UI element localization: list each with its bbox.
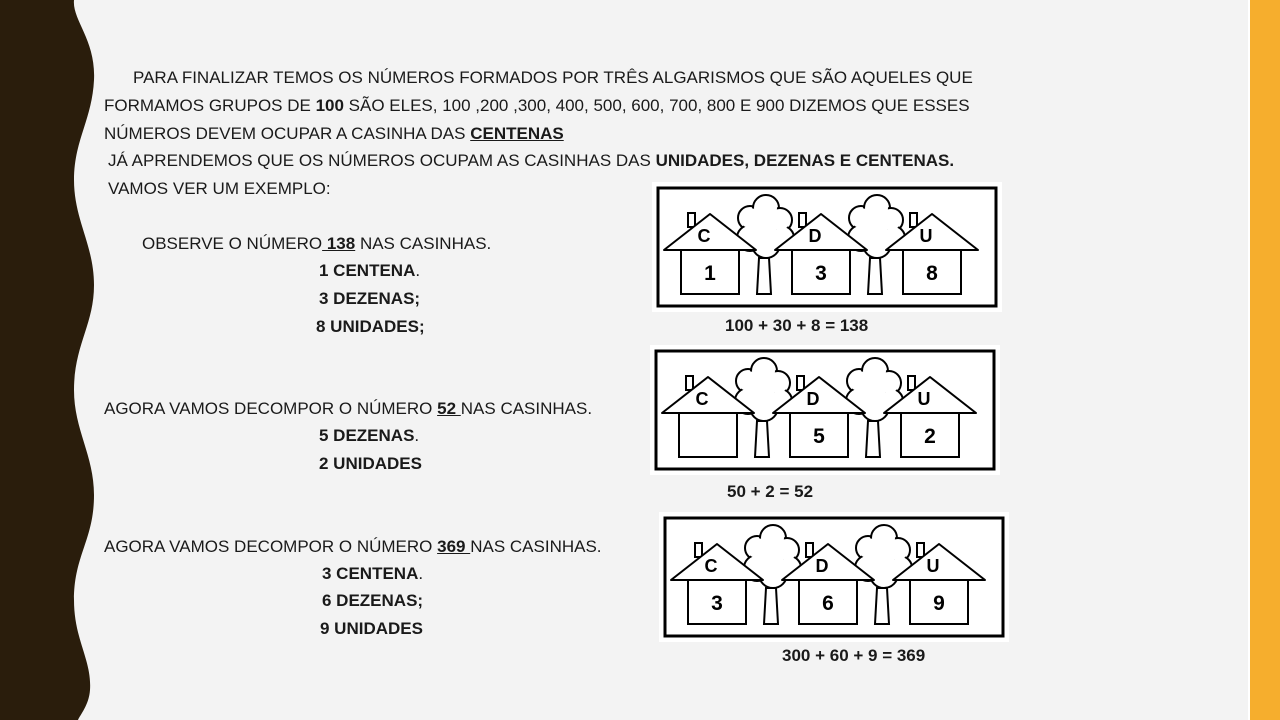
example-2-prompt: AGORA VAMOS DECOMPOR O NÚMERO 52 NAS CASINHAS. bbox=[104, 399, 593, 418]
house-digit: 1 bbox=[704, 262, 716, 285]
house-letter: U bbox=[926, 556, 940, 576]
chimney-icon bbox=[797, 376, 804, 390]
accent-right-bar bbox=[1250, 0, 1280, 720]
intro-line-1: PARA FINALIZAR TEMOS OS NÚMEROS FORMADOS POR TRÊS ALGARISMOS QUE SÃO AQUELES QUE bbox=[133, 68, 973, 87]
chimney-icon bbox=[688, 213, 695, 227]
house-digit: 2 bbox=[924, 425, 936, 448]
example-1-unidades: 8 UNIDADES; bbox=[316, 317, 425, 336]
example-1-centena: 1 CENTENA. bbox=[319, 261, 421, 280]
example-1-sum: 100 + 30 + 8 = 138 bbox=[725, 316, 869, 335]
example-1-prompt: OBSERVE O NÚMERO 138 NAS CASINHAS. bbox=[142, 234, 492, 253]
chimney-icon bbox=[695, 543, 702, 557]
example-2-unidades: 2 UNIDADES bbox=[319, 454, 422, 473]
example-3-centena: 3 CENTENA. bbox=[322, 564, 424, 583]
example-2-sum: 50 + 2 = 52 bbox=[727, 482, 814, 501]
house-digit: 9 bbox=[933, 592, 945, 615]
house-diagram-369 bbox=[659, 512, 1009, 642]
example-3-unidades: 9 UNIDADES bbox=[320, 619, 423, 638]
example-3-sum: 300 + 60 + 9 = 369 bbox=[782, 646, 926, 665]
intro-line-2: FORMAMOS GRUPOS DE 100 SÃO ELES, 100 ,200 ,300, 400, 500, 600, 700, 800 E 900 DIZEMOS QUE ESSES bbox=[104, 96, 970, 115]
intro-line-5: VAMOS VER UM EXEMPLO: bbox=[108, 179, 331, 198]
house-letter: U bbox=[919, 226, 933, 246]
chimney-icon bbox=[686, 376, 693, 390]
example-3-dezenas: 6 DEZENAS; bbox=[322, 591, 424, 610]
house-letter: D bbox=[806, 389, 820, 409]
chimney-icon bbox=[908, 376, 915, 390]
house-letter: D bbox=[808, 226, 822, 246]
chimney-icon bbox=[910, 213, 917, 227]
intro-line-4: JÁ APRENDEMOS QUE OS NÚMEROS OCUPAM AS CASINHAS DAS UNIDADES, DEZENAS E CENTENAS. bbox=[108, 151, 955, 170]
intro-line-3: NÚMEROS DEVEM OCUPAR A CASINHA DAS CENTENAS bbox=[104, 124, 564, 143]
house-digit: 3 bbox=[711, 592, 723, 615]
house-digit: 5 bbox=[813, 425, 825, 448]
house-digit: 6 bbox=[822, 592, 834, 615]
example-1-dezenas: 3 DEZENAS; bbox=[319, 289, 421, 308]
house-diagram-138 bbox=[652, 182, 1002, 312]
house-digit: 3 bbox=[815, 262, 827, 285]
example-2-dezenas: 5 DEZENAS. bbox=[319, 426, 420, 445]
chimney-icon bbox=[917, 543, 924, 557]
house-letter: C bbox=[695, 389, 709, 409]
house-letter: D bbox=[815, 556, 829, 576]
house-diagram-52 bbox=[650, 345, 1000, 475]
house-digit: 8 bbox=[926, 262, 938, 285]
decorative-left-border bbox=[0, 0, 100, 720]
chimney-icon bbox=[799, 213, 806, 227]
chimney-icon bbox=[806, 543, 813, 557]
house-letter: C bbox=[704, 556, 718, 576]
example-3-prompt: AGORA VAMOS DECOMPOR O NÚMERO 369 NAS CASINHAS. bbox=[104, 537, 602, 556]
house-letter: C bbox=[697, 226, 711, 246]
house-letter: U bbox=[917, 389, 931, 409]
